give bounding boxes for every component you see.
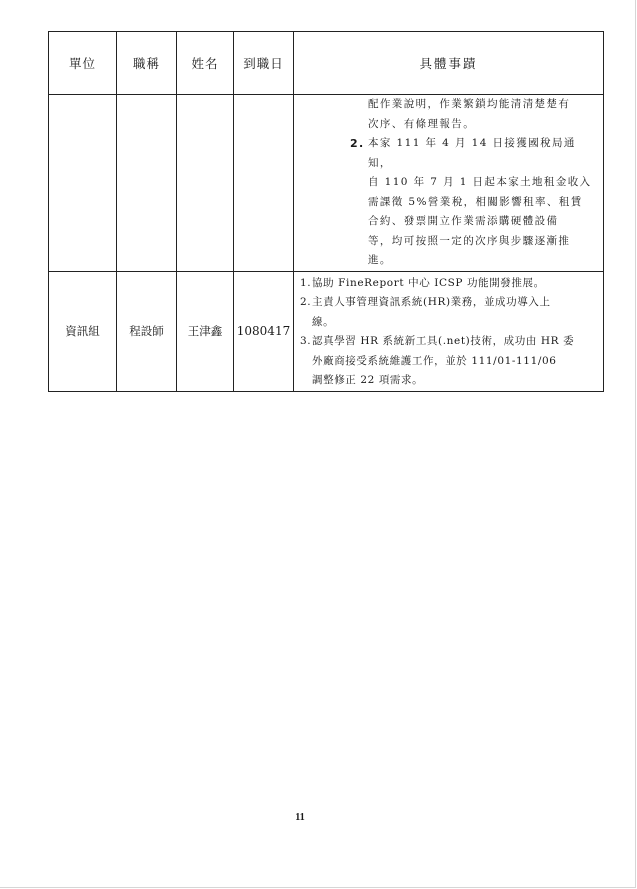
- header-title: 職稱: [117, 32, 177, 95]
- header-row: [49, 32, 604, 95]
- header-name: 姓名: [177, 32, 234, 95]
- list-item-line: 線。: [312, 315, 335, 328]
- table-row: [49, 271, 604, 391]
- cell-name-empty: [177, 95, 234, 272]
- achievement-list: [300, 272, 595, 391]
- list-item-number: 2.: [300, 296, 312, 308]
- table-row: [49, 95, 604, 272]
- continued-text-line: 次序、有條理報告。: [368, 117, 476, 130]
- page-number: 11: [295, 812, 305, 823]
- cell-name: 王津鑫: [177, 271, 234, 391]
- continued-text-line: 配作業說明，作業繁鎖均能清清楚楚有: [368, 98, 571, 110]
- list-item: [300, 293, 595, 332]
- cell-job-title: 程設師: [117, 271, 177, 391]
- list-item-line: 認真學習 HR 系統新工具(.net)技術，成功由 HR 委: [312, 335, 575, 347]
- list-item-line: 需課徵 5%營業稅，相關影響租率、租賃: [368, 195, 583, 208]
- list-item-line: 主責人事管理資訊系統(HR)業務，並成功導入上: [312, 296, 551, 308]
- cell-hire-date: 1080417: [234, 271, 294, 391]
- list-item-line: 進。: [368, 254, 392, 266]
- list-item-number: 3.: [300, 335, 312, 347]
- list-item-line: 本家 111 年 4 月 14 日接獲國稅局通知，: [368, 137, 576, 169]
- cell-unit: 資訊組: [49, 271, 117, 391]
- cell-achievements: [294, 271, 604, 391]
- header-hire-date: 到職日: [234, 32, 294, 95]
- list-item-line: 調整修正 22 項需求。: [312, 374, 424, 386]
- cell-date-empty: [234, 95, 294, 272]
- cell-title-empty: [117, 95, 177, 272]
- header-unit: 單位: [49, 32, 117, 95]
- list-item-line: 外廠商接受系統維護工作，並於 111/01-111/06: [312, 354, 557, 367]
- list-item: [300, 332, 595, 391]
- header-achievements: 具體事蹟: [294, 32, 604, 95]
- achievements-table: [48, 31, 604, 392]
- cell-unit-empty: [49, 95, 117, 272]
- list-item: [300, 274, 595, 294]
- list-item-number: 1.: [300, 276, 312, 289]
- list-item: [300, 134, 595, 271]
- list-item-line: 合約、發票開立作業需添購硬體設備: [368, 215, 559, 227]
- list-item-line: 自 110 年 7 月 1 日起本家土地租金收入: [368, 176, 592, 188]
- list-item-line: 協助 FineReport 中心 ICSP 功能開發推展。: [312, 276, 545, 289]
- cell-achievements: [294, 95, 604, 272]
- list-item-line: 等，均可按照一定的次序與步驟逐漸推: [368, 234, 571, 247]
- list-item-number: 2.: [350, 137, 365, 150]
